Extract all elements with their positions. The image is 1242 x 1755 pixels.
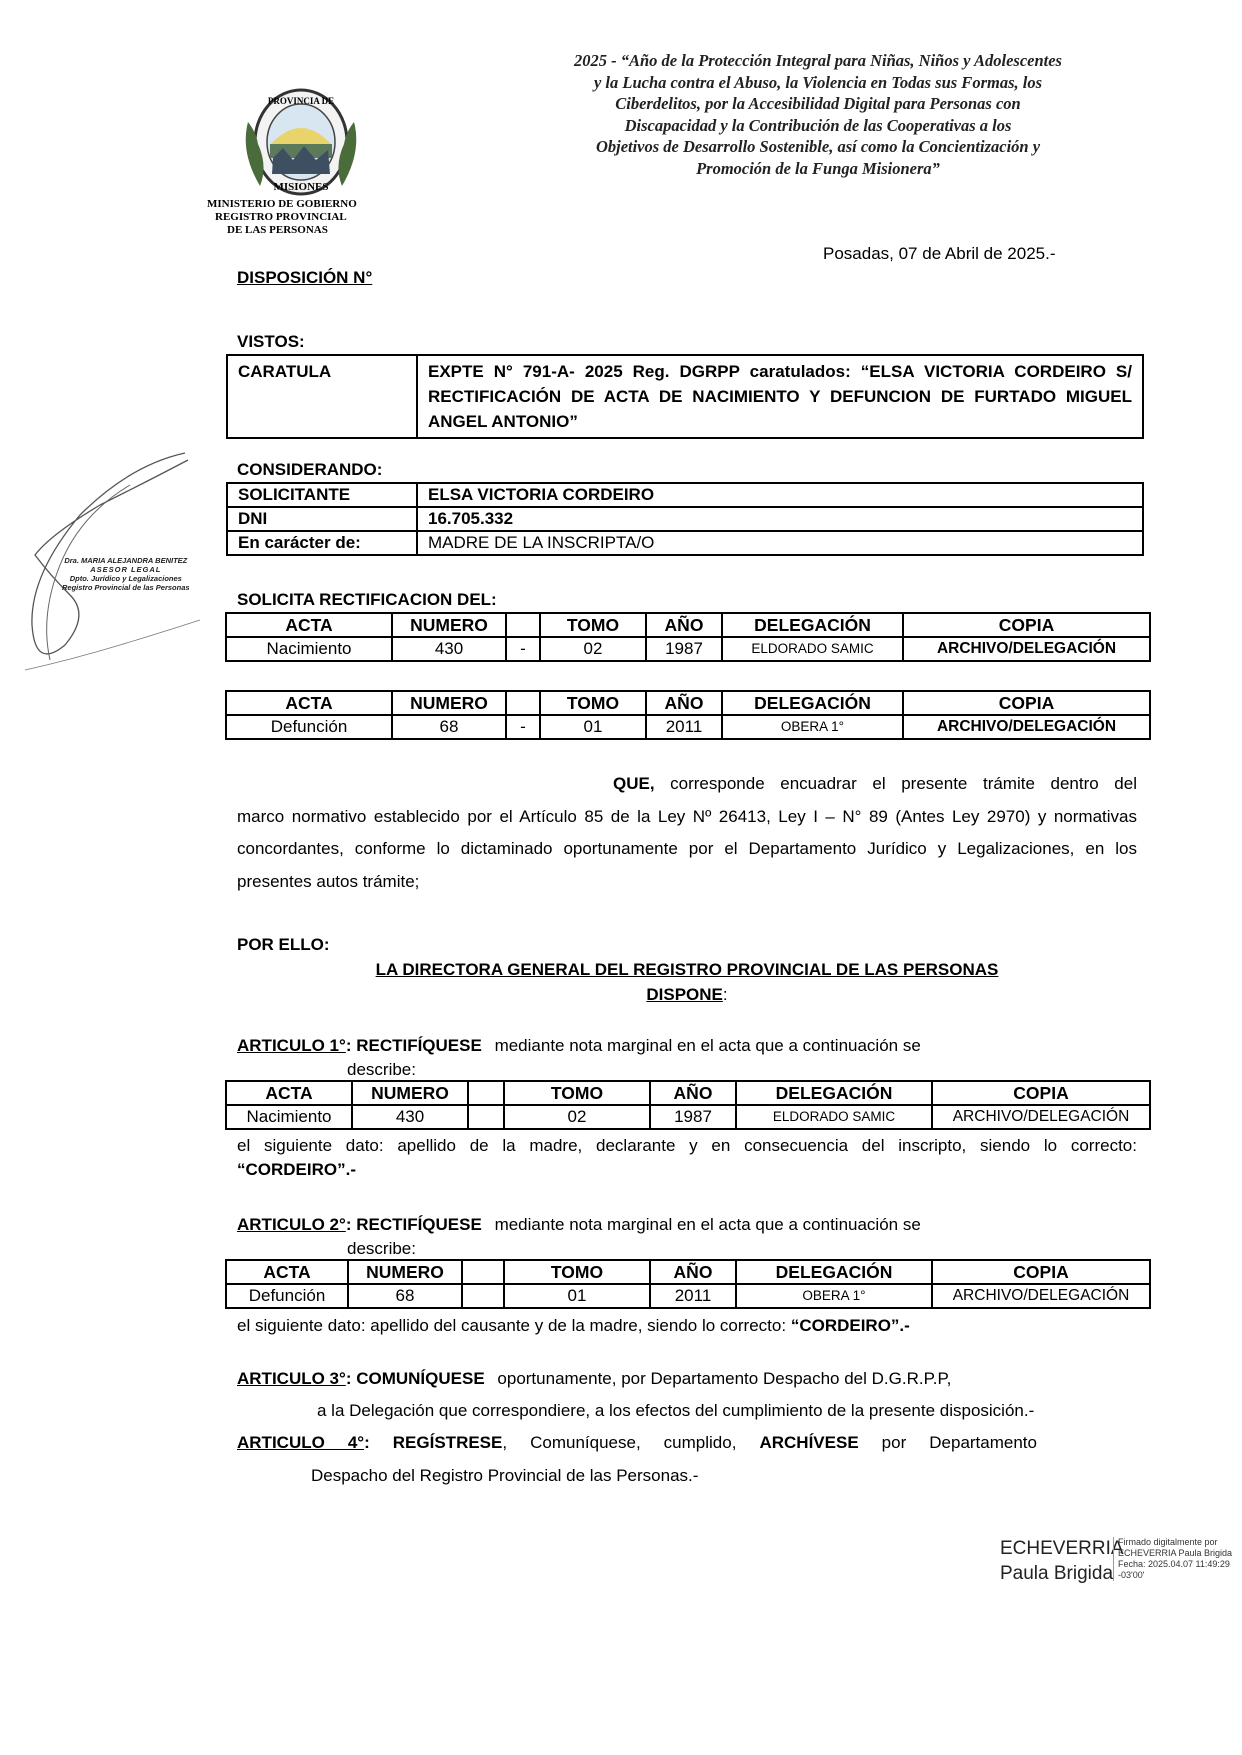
art1-after: el siguiente dato: apellido de la madre, declarante y en consecuencia del inscripto, siendo lo correcto: — [237, 1136, 1137, 1155]
col-header: TOMO — [504, 1260, 650, 1284]
ministry-line: DE LAS PERSONAS — [227, 224, 328, 236]
motto-line: y la Lucha contra el Abuso, la Violencia en Todas sus Formas, los — [593, 72, 1042, 92]
digital-signature-name — [1000, 1536, 1124, 1586]
table-row — [226, 715, 1150, 739]
art2-correct: “CORDEIRO”.- — [790, 1316, 910, 1335]
cell: ARCHIVO/DELEGACIÓN — [932, 1284, 1150, 1308]
col-header: NUMERO — [348, 1260, 462, 1284]
seal-text-top: PROVINCIA DE — [267, 96, 335, 106]
cell: 1987 — [646, 637, 722, 661]
art4-label: ARTICULO 4° — [237, 1433, 365, 1452]
table-row — [226, 1284, 1150, 1308]
cell: ARCHIVO/DELEGACIÓN — [932, 1105, 1150, 1129]
stamp-line: Registro Provincial de las Personas — [62, 583, 190, 592]
art3-text: oportunamente, por Departamento Despacho del D.G.R.P.P, — [497, 1369, 952, 1388]
cell: Defunción — [226, 715, 392, 739]
stamp-line: Dra. MARIA ALEJANDRA BENITEZ — [64, 556, 188, 565]
acta-table-defuncion — [225, 690, 1151, 740]
col-header: COPIA — [932, 1260, 1150, 1284]
dispone-line: DISPONE: — [646, 985, 728, 1004]
dispone-label: DISPONE — [646, 985, 723, 1004]
caracter-value: MADRE DE LA INSCRIPTA/O — [417, 531, 1143, 555]
col-header — [462, 1260, 504, 1284]
cell: ARCHIVO/DELEGACIÓN — [903, 637, 1150, 661]
cell: 430 — [392, 637, 506, 661]
table-row — [227, 531, 1143, 555]
cell: 68 — [392, 715, 506, 739]
solicitante-key: SOLICITANTE — [227, 483, 417, 507]
art1-correct — [237, 1158, 356, 1182]
solicitante-value: ELSA VICTORIA CORDEIRO — [417, 483, 1143, 507]
solicita-label: SOLICITA RECTIFICACION DEL: — [237, 590, 497, 609]
col-header: TOMO — [540, 613, 646, 637]
table-row — [226, 637, 1150, 661]
art2-label: ARTICULO 2° — [237, 1215, 346, 1234]
col-header: TOMO — [504, 1081, 650, 1105]
col-header — [468, 1081, 504, 1105]
cell: Nacimiento — [226, 637, 392, 661]
art4-line2: Despacho del Registro Provincial de las Personas.- — [311, 1466, 699, 1485]
cell — [468, 1105, 504, 1129]
ministry-line: REGISTRO PROVINCIAL — [215, 211, 347, 223]
cell: 2011 — [646, 715, 722, 739]
table-row — [226, 1105, 1150, 1129]
col-header: ACTA — [226, 691, 392, 715]
cell: 1987 — [650, 1105, 736, 1129]
ministry-block — [207, 198, 357, 237]
considerando-table — [226, 482, 1144, 556]
articulo-1: ARTICULO 1°: RECTIFÍQUESE mediante nota marginal en el acta que a continuación se describe: — [237, 1034, 1137, 1082]
art2-acta-table — [225, 1259, 1151, 1309]
acta-table-nacimiento — [225, 612, 1151, 662]
province-seal — [238, 82, 364, 200]
table-row — [227, 507, 1143, 531]
art1-describe: describe: — [347, 1060, 416, 1079]
sig-meta-line: Fecha: 2025.04.07 11:49:29 — [1118, 1559, 1230, 1569]
col-header: ACTA — [226, 1260, 348, 1284]
col-header: NUMERO — [392, 613, 506, 637]
art1-label: ARTICULO 1° — [237, 1036, 346, 1055]
considerando-label: CONSIDERANDO: — [237, 460, 383, 479]
vistos-label: VISTOS: — [237, 332, 305, 351]
col-header: DELEGACIÓN — [736, 1081, 932, 1105]
art2-text: mediante nota marginal en el acta que a continuación se — [494, 1215, 921, 1234]
cell: 01 — [504, 1284, 650, 1308]
col-header: AÑO — [650, 1081, 736, 1105]
col-header: AÑO — [650, 1260, 736, 1284]
cell: 02 — [540, 637, 646, 661]
table-row — [227, 483, 1143, 507]
art1-verb: RECTIFÍQUESE — [356, 1036, 482, 1055]
cell: ELDORADO SAMIC — [722, 637, 903, 661]
disposicion-title: DISPOSICIÓN N° — [237, 268, 373, 287]
sig-meta-line: Firmado digitalmente por — [1118, 1537, 1218, 1547]
col-header — [506, 691, 540, 715]
directora-title: LA DIRECTORA GENERAL DEL REGISTRO PROVINCIAL DE LAS PERSONAS — [375, 960, 999, 979]
por-ello-label: POR ELLO: — [237, 935, 330, 954]
art2-describe: describe: — [347, 1239, 416, 1258]
art3-line2: a la Delegación que correspondiere, a los efectos del cumplimiento de la presente disposición.- — [317, 1401, 1035, 1420]
motto-line: Objetivos de Desarrollo Sostenible, así como la Concientización y — [595, 137, 1041, 156]
col-header: COPIA — [903, 613, 1150, 637]
cell: 68 — [348, 1284, 462, 1308]
col-header: COPIA — [932, 1081, 1150, 1105]
col-header: ACTA — [226, 1081, 352, 1105]
col-header: ACTA — [226, 613, 392, 637]
art1-correct-text: “CORDEIRO”.- — [237, 1160, 356, 1179]
cell: ELDORADO SAMIC — [736, 1105, 932, 1129]
art4-verb2: ARCHÍVESE — [759, 1433, 859, 1452]
caracter-key: En carácter de: — [227, 531, 417, 555]
cell: OBERA 1° — [722, 715, 903, 739]
art1-text: mediante nota marginal en el acta que a continuación se — [494, 1036, 921, 1055]
motto-line: Ciberdelitos, por la Accesibilidad Digital para Personas con — [615, 94, 1021, 113]
que-rest: marco normativo establecido por el Artículo 85 de la Ley Nº 26413, Ley I – N° 89 (Antes Ley 2970) y normativas concordantes, conforme lo dictaminado oportunamente por el Departamento Jurídico y Legalizaciones, en los presentes autos trámite; — [237, 806, 1137, 891]
articulo-4: ARTICULO 4°: REGÍSTRESE, Comuníquese, cumplido, ARCHÍVESE por Departamento — [237, 1433, 1037, 1452]
que-lead: QUE, — [613, 774, 655, 793]
art4-verb: REGÍSTRESE — [392, 1433, 503, 1452]
col-header: TOMO — [540, 691, 646, 715]
col-header: NUMERO — [352, 1081, 468, 1105]
art3-label: ARTICULO 3° — [237, 1369, 346, 1388]
cell: 01 — [540, 715, 646, 739]
col-header: NUMERO — [392, 691, 506, 715]
table-header-row — [226, 613, 1150, 637]
cell — [462, 1284, 504, 1308]
cell: Nacimiento — [226, 1105, 352, 1129]
que-line1: corresponde encuadrar el presente trámite dentro del — [670, 774, 1137, 793]
table-header-row — [226, 1081, 1150, 1105]
table-header-row — [226, 1260, 1150, 1284]
ministry-line: MINISTERIO DE GOBIERNO — [207, 198, 357, 210]
caratula-key: CARATULA — [227, 355, 417, 438]
legal-stamp — [62, 556, 190, 592]
cell: OBERA 1° — [736, 1284, 932, 1308]
dni-value: 16.705.332 — [417, 507, 1143, 531]
sig-meta-line: ECHEVERRIA Paula Brigida — [1118, 1548, 1233, 1558]
que-paragraph — [237, 768, 1137, 898]
col-header: DELEGACIÓN — [736, 1260, 932, 1284]
art3-verb: COMUNÍQUESE — [356, 1369, 485, 1388]
col-header: AÑO — [646, 613, 722, 637]
sig-name-2: Paula Brigida — [1000, 1563, 1114, 1584]
col-header: COPIA — [903, 691, 1150, 715]
art4-end: por Departamento — [881, 1433, 1037, 1452]
seal-text-bottom: MISIONES — [273, 181, 329, 193]
year-motto — [498, 50, 1138, 179]
document-date: Posadas, 07 de Abril de 2025.- — [823, 244, 1056, 263]
motto-line: 2025 - “Año de la Protección Integral para Niñas, Niños y Adolescentes — [574, 51, 1062, 70]
motto-line: Discapacidad y la Contribución de las Cooperativas a los — [624, 115, 1012, 135]
cell: - — [506, 637, 540, 661]
caratula-value: EXPTE N° 791-A- 2025 Reg. DGRPP caratulados: “ELSA VICTORIA CORDEIRO S/ RECTIFICACIÓN DE ACTA DE NACIMIENTO Y DEFUNCION DE FURTADO MIGUEL ANGEL ANTONIO” — [417, 355, 1143, 438]
sig-name-1: ECHEVERRIA — [1000, 1538, 1124, 1559]
col-header: DELEGACIÓN — [722, 691, 903, 715]
dni-key: DNI — [227, 507, 417, 531]
cell: 2011 — [650, 1284, 736, 1308]
articulo-3: ARTICULO 3°: COMUNÍQUESE oportunamente, por Departamento Despacho del D.G.R.P.P, — [237, 1369, 952, 1388]
cell: 02 — [504, 1105, 650, 1129]
cell: Defunción — [226, 1284, 348, 1308]
cell: - — [506, 715, 540, 739]
art2-after-line — [237, 1314, 1137, 1338]
digital-signature-meta — [1113, 1537, 1232, 1581]
table-header-row — [226, 691, 1150, 715]
art2-verb: RECTIFÍQUESE — [356, 1215, 482, 1234]
cell: 430 — [352, 1105, 468, 1129]
vistos-table — [226, 354, 1144, 439]
sig-meta-line: -03'00' — [1118, 1570, 1145, 1580]
stamp-line: Dpto. Jurídico y Legalizaciones — [69, 574, 182, 583]
col-header: DELEGACIÓN — [722, 613, 903, 637]
motto-line: Promoción de la Funga Misionera” — [696, 158, 940, 178]
art1-acta-table — [225, 1080, 1151, 1130]
art2-after: el siguiente dato: apellido del causante y de la madre, siendo lo correcto: — [237, 1316, 787, 1335]
articulo-2: ARTICULO 2°: RECTIFÍQUESE mediante nota marginal en el acta que a continuación se describe: — [237, 1213, 1137, 1261]
art4-mid: Comuníquese, cumplido, — [530, 1433, 737, 1452]
stamp-line: ASESOR LEGAL — [90, 565, 162, 574]
col-header — [506, 613, 540, 637]
cell: ARCHIVO/DELEGACIÓN — [903, 715, 1150, 739]
col-header: AÑO — [646, 691, 722, 715]
